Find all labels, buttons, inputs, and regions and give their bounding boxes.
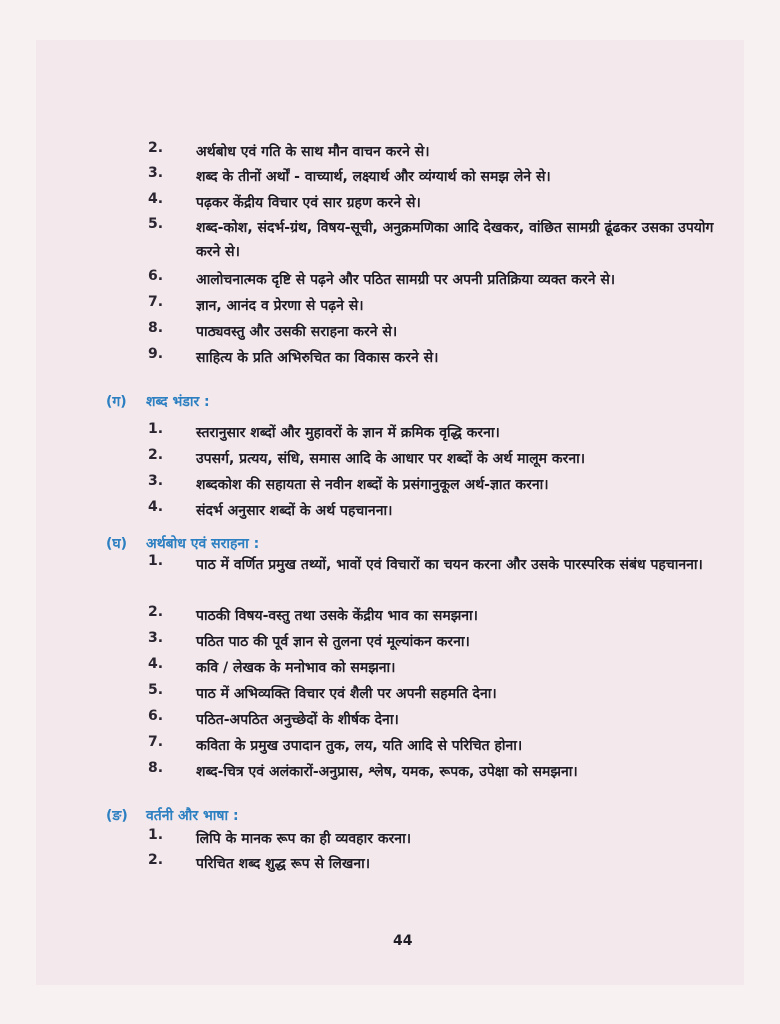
section-heading-shabd-bhandar: (ग) शब्द भंडार : (106, 394, 210, 410)
document-page: 2. अर्थबोध एवं गति के साथ मौन वाचन करने से। 3. शब्द के तीनों अर्थों - वाच्यार्थ, लक्ष्यार्थ और व्यंग्यार्थ को समझ लेने से। 4. पढ़कर केंद्रीय विचार एवं सार ग्रहण करने से। 5. शब्द-कोश, संदर्भ-ग्रंथ, विषय-सूची, अनुक्रमणिका आदि देखकर, वांछित सामग्री ढूंढकर उसका उपयोग करने से। 6. आलोचनात्मक दृष्टि से पढ़ने और पठित सामग्री पर अपनी प्रतिक्रिया व्यक्त करने से। 7. ज्ञान, आनंद व प्रेरणा से पढ़ने से। 8. पाठ्यवस्तु और उसकी सराहना करने से। 9. साहित्य के प्रति अभिरुचित का विकास करने से। (ग) शब्द भंडार : 1. स्तरानुसार शब्दों और मुहावरों के ज्ञान में क्रमिक वृद्धि करना। 2. उपसर्ग, प्रत्यय, संधि, समास आदि के आधार पर शब्दों के अर्थ मालूम करना। 3. शब्दकोश की सहायता से नवीन शब्दों के प्रसंगानुकूल अर्थ-ज्ञात करना। 4. संदर्भ अनुसार शब्दों के अर्थ पहचानना। (घ) अर्थबोध एवं सराहना : 1. पाठ में वर्णित प्रमुख तथ्यों, भावों एवं विचारों का चयन करना और उसके पारस्परिक संबंध पहचानना। 2. पाठकी विषय-वस्तु तथा उसके केंद्रीय भाव का समझना। 3. पठित पाठ की पूर्व ज्ञान से तुलना एवं मूल्यांकन करना। 4. कवि / लेखक के मनोभाव को समझना। 5. पाठ में अभिव्यक्ति विचार एवं शैली पर अपनी सहमति देना। 6. पठित-अपठित अनुच्छेदों के शीर्षक देना। 7. कविता के प्रमुख उपादान तुक, लय, यति आदि से परिचित होना। 8. शब्द-चित्र एवं अलंकारों-अनुप्रास, श्लेष, यमक, रूपक, उपेक्षा को समझना। (ङ) वर्तनी और भाषा : 1. लिपि के मानक रूप का ही व्यवहार करना। 2. परिचित शब्द शुद्ध रूप से लिखना। 44 (36, 40, 744, 985)
section-heading-vartani: (ङ) वर्तनी और भाषा : (106, 808, 239, 824)
page-number: 44 (393, 933, 413, 949)
section-heading-arthbodh: (घ) अर्थबोध एवं सराहना : (106, 536, 260, 552)
